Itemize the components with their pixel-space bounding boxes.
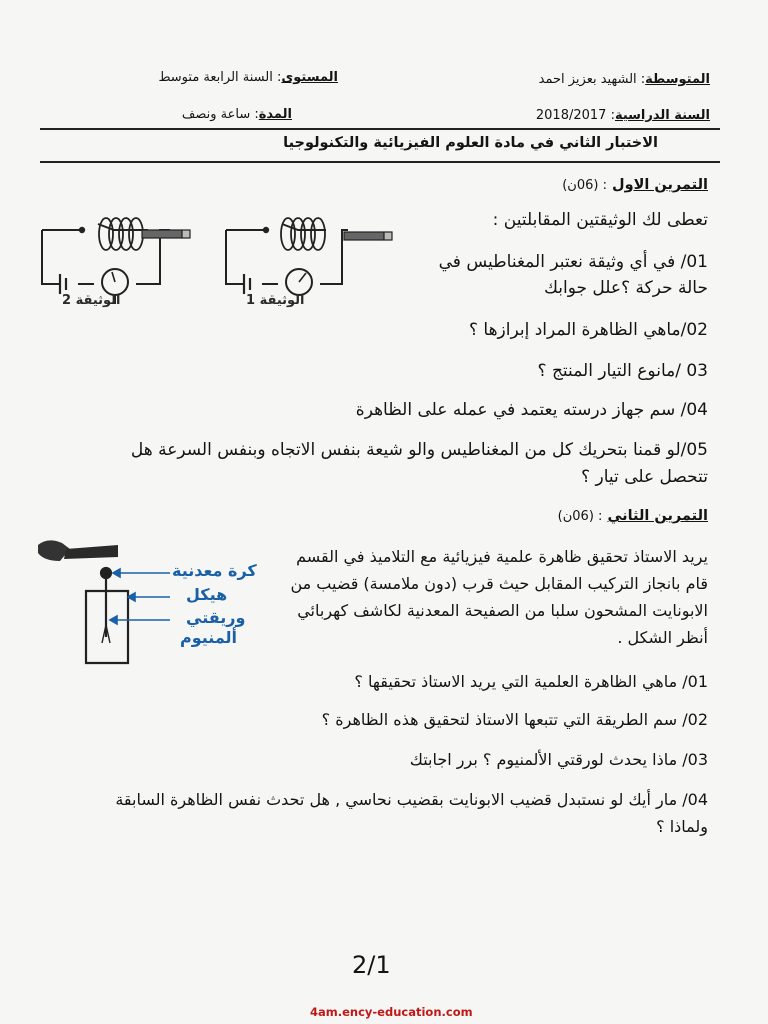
ex1-q5-line1: 05/لو قمنا بتحريك كل من المغناطيس والو شيعة بنفس الاتجاه وبنفس السرعة هل [130,440,708,460]
exercise2-heading [558,508,708,524]
ex1-q1-line1: 01/ في أي وثيقة نعتبر المغناطيس في [438,252,708,272]
ex2-q4-line2: ولماذا ؟ [656,817,708,836]
header-divider-bottom [40,161,720,163]
level-label: المستوى [281,70,338,85]
metal-ball-icon [101,568,111,578]
ebonite-rod-icon [38,540,118,561]
exercise2-title: التمرين الثاني [607,508,708,524]
duration-value: : ساعة ونصف [181,107,259,122]
ex1-q4: 04/ سم جهاز درسته يعتمد في عمله على الظاهرة [355,400,708,420]
ex2-q1: 01/ ماهي الظاهرة العلمية التي يريد الاستاذ تحقيقها ؟ [354,672,708,691]
year-value: : 2018/2017 [535,108,615,123]
year-label: السنة الدراسية [614,108,710,123]
ex2-q2: 02/ سم الطريقة التي تتبعها الاستاذ لتحقيق هذه الظاهرة ؟ [321,710,708,729]
school-label: المتوسطة [645,72,710,87]
exercise2-points: : (06ن) [557,509,603,524]
exercise1-points: : (06ن) [562,178,607,193]
ex2-para-line4: أنظر الشكل . [617,628,708,647]
ex2-para-line2: قام بانجاز التركيب المقابل حيث قرب (دون ملامسة) قضيب من [290,574,708,593]
exam-title: الاختبار الثاني في مادة العلوم الفيزيائية والتكنولوجيا [283,135,658,151]
label-metal-ball: كرة معدنية [172,561,257,580]
ex2-para-line3: الابونايت المشحون سلبا من الصفيحة المعدنية لكاشف كهربائي [297,601,708,620]
coil-doc2 [99,218,143,250]
exercise1-heading [562,177,708,193]
duration-label: المدة [258,107,292,122]
label-arrows [110,569,170,624]
label-leaves: وريقتي [186,608,246,627]
ex1-q5-line2: تتحصل على تيار ؟ [581,467,708,487]
ex2-para-line1: يريد الاستاذ تحقيق ظاهرة علمية فيزيائية مع التلاميذ في القسم [296,547,708,566]
ex1-q2: 02/ماهي الظاهرة المراد إبرازها ؟ [468,320,708,340]
coil-doc1 [281,218,325,250]
electroscope-body [86,568,128,663]
ex2-q4-line1: 04/ مار أيك لو نستبدل قضيب الابونايت بقضيب نحاسي , هل تحدث نفس الظاهرة السابقة [115,790,708,809]
switch-contact-icon [80,228,84,232]
doc2-label: الوثيقة 2 [62,293,121,308]
footer-site-link[interactable]: 4am.ency-education.com [310,1005,473,1019]
page-number: 2/1 [352,951,391,979]
duration-line [182,107,292,122]
label-frame: هيكل [186,585,228,604]
level-line [158,70,338,85]
header-divider-top [40,128,720,130]
ex1-q3: 03 /مانوع التيار المنتج ؟ [537,361,708,381]
magnet-doc1-icon [344,232,392,240]
exercise1-title: التمرين الاول [612,177,708,193]
ex1-q1-line2: حالة حركة ؟علل جوابك [543,278,708,298]
battery-icon [60,274,66,294]
ex2-q3: 03/ ماذا يحدث لورقتي الألمنيوم ؟ برر اجابتك [409,750,708,769]
school-value: : الشهيد بعزيز احمد [538,72,646,87]
magnet-doc2-icon [142,230,190,238]
school-line [539,72,710,87]
circuit-doc1 [226,224,348,295]
label-aluminium: ألمنيوم [180,628,238,647]
electroscope-figure [30,535,270,670]
exercise1-intro: تعطى لك الوثيقتين المقابلتين : [492,210,708,230]
battery-icon-2 [244,274,250,294]
level-value: : السنة الرابعة متوسط [158,70,282,85]
doc1-label: الوثيقة 1 [246,293,305,308]
year-line [536,108,710,123]
